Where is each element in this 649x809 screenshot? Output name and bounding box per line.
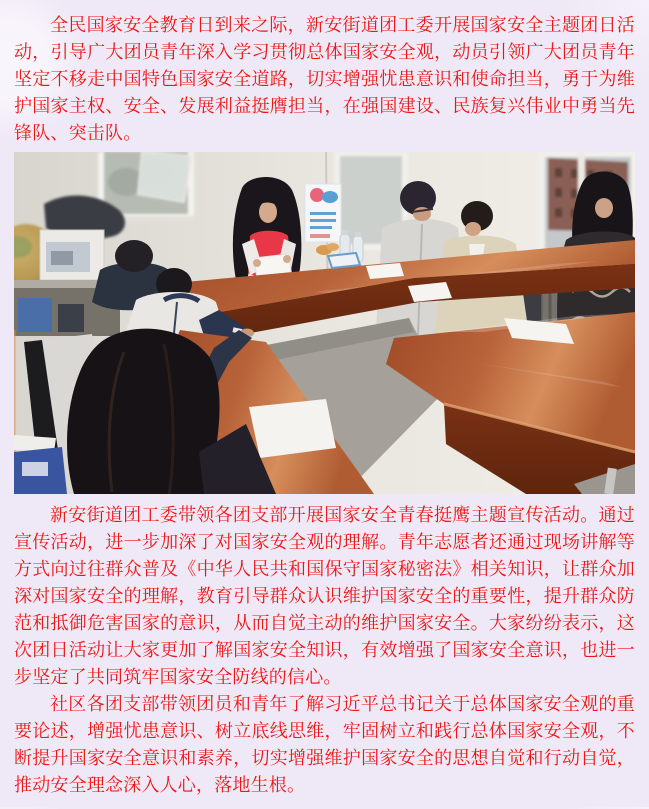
box-on-shelf	[40, 230, 104, 280]
paragraph-intro: 全民国家安全教育日到来之际，新安街道团工委开展国家安全主题团日活动，引导广大团员青年深入学习贯彻总体国家安全观，动员引领广大团员青年坚定不移走中国特色国家安全道路，切实增强忧患意识和使命担当，勇于为维护国家主权、安全、发展利益挺膺担当，在强国建设、民族复兴伟业中勇当先锋队、突击队。	[14, 15, 635, 143]
meeting-photo	[14, 152, 635, 494]
blue-folder	[328, 253, 360, 268]
blue-bin	[14, 447, 67, 494]
standee-banner	[305, 184, 341, 242]
paragraph-community: 社区各团支部带领团员和青年了解习近平总书记关于总体国家安全观的重要论述，增强忧患意识、树立底线思维，牢固树立和践行总体国家安全观，不断提升国家安全意识和素养，切实增强维护国家安全的思想自觉和行动自觉，推动安全理念深入人心，落地生根。	[14, 694, 635, 795]
meeting-room-scene	[14, 152, 635, 494]
paragraph-activity: 新安街道团工委带领各团支部开展国家安全青春挺鹰主题宣传活动。通过宣传活动，进一步加深了对国家安全观的理解。青年志愿者还通过现场讲解等方式向过往群众普及《中华人民共和国保守国家秘密法》相关知识，让群众加深对国家安全的理解，教育引导群众认识维护国家安全的重要性，提升群众防范和抵御危害国家的意识，从而自觉主动的维护国家安全。大家纷纷表示，这次团日活动让大家更加了解国家安全知识，有效增强了国家安全意识，也进一步坚定了共同筑牢国家安全防线的信心。	[14, 505, 635, 687]
person-red-vest-reader	[233, 177, 301, 286]
